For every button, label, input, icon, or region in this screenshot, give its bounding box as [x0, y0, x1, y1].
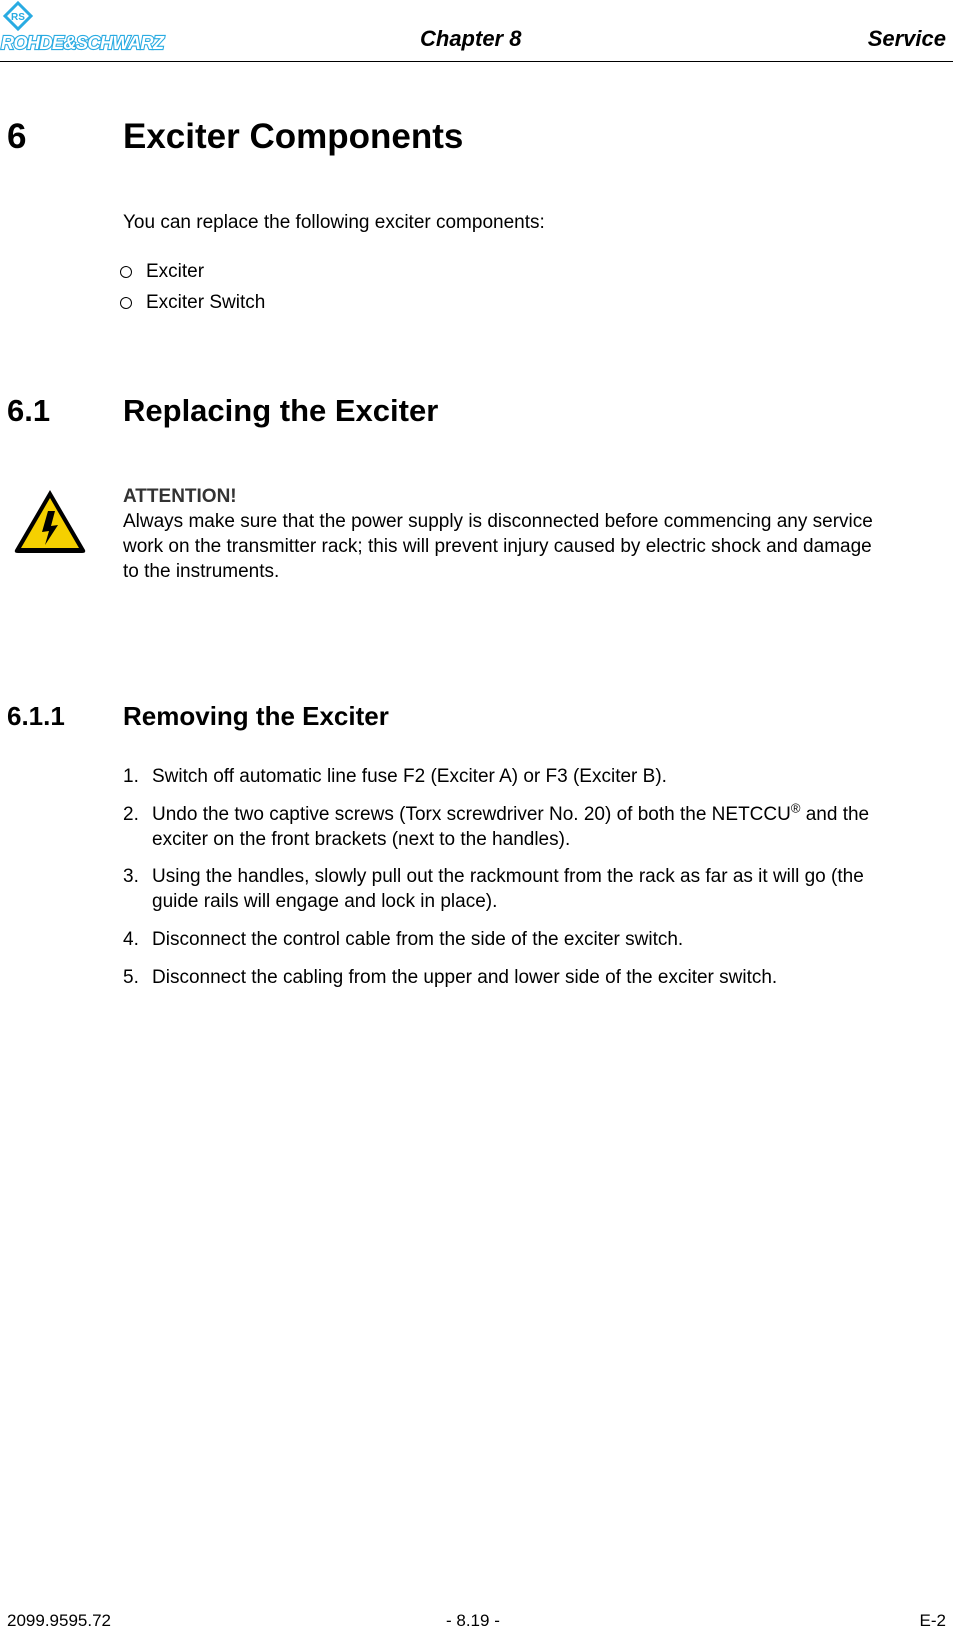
list-item [123, 965, 951, 990]
step-text-line [152, 802, 951, 827]
step-text: Switch off automatic line fuse F2 (Exciter A) or F3 (Exciter B). [152, 766, 667, 787]
registered-mark: ® [790, 800, 801, 816]
logo-text: ROHDE&SCHWARZ [1, 33, 164, 52]
list-item [123, 927, 951, 952]
list-item-label: Exciter [146, 261, 205, 282]
section-6-1-1-number: 6.1.1 [7, 701, 65, 731]
list-item [123, 802, 951, 852]
step-text-line: guide rails will engage and lock in place). [152, 891, 498, 912]
step-number: 2. [123, 804, 139, 825]
step-text: Disconnect the cabling from the upper and lower side of the exciter switch. [152, 967, 778, 988]
circle-bullet-icon [120, 297, 132, 309]
step-text-line: Using the handles, slowly pull out the rackmount from the rack as far as it will go (the [152, 866, 864, 887]
list-item [123, 864, 951, 914]
header-divider [0, 61, 953, 62]
attention-label: ATTENTION! [123, 486, 237, 507]
step-text: and the [800, 804, 870, 825]
section-6-intro: You can replace the following exciter components: [123, 212, 545, 233]
list-item-label: Exciter Switch [146, 292, 266, 313]
svg-text:RS: RS [11, 12, 25, 23]
header-section: Service [867, 26, 946, 51]
section-6-1-1-title: Removing the Exciter [123, 701, 389, 731]
list-item [117, 290, 265, 315]
edition: E-2 [919, 1611, 946, 1630]
step-number: 3. [123, 866, 139, 887]
step-number: 4. [123, 929, 139, 950]
header-chapter: Chapter 8 [420, 26, 522, 51]
list-item [123, 764, 951, 789]
section-6-number: 6 [7, 117, 27, 156]
step-number: 1. [123, 766, 139, 787]
section-6-1-number: 6.1 [7, 393, 51, 428]
step-number: 5. [123, 967, 139, 988]
circle-bullet-icon [120, 266, 132, 278]
step-text-line: exciter on the front brackets (next to the handles). [152, 829, 571, 850]
section-6-title: Exciter Components [123, 117, 464, 156]
attention-line-1: Always make sure that the power supply is disconnected before commencing any service [123, 511, 873, 532]
step-text: Undo the two captive screws (Torx screwdriver No. 20) of both the NETCCU [152, 804, 791, 825]
step-text: Disconnect the control cable from the side of the exciter switch. [152, 929, 684, 950]
attention-line-2: work on the transmitter rack; this will prevent injury caused by electric shock and damage [123, 536, 872, 557]
attention-line-3: to the instruments. [123, 561, 280, 582]
page-number: - 8.19 - [446, 1611, 500, 1630]
rohde-schwarz-logo [0, 0, 230, 52]
high-voltage-warning-icon [12, 487, 88, 555]
list-item [117, 259, 204, 284]
section-6-1-title: Replacing the Exciter [123, 393, 439, 428]
doc-number: 2099.9595.72 [7, 1611, 111, 1630]
